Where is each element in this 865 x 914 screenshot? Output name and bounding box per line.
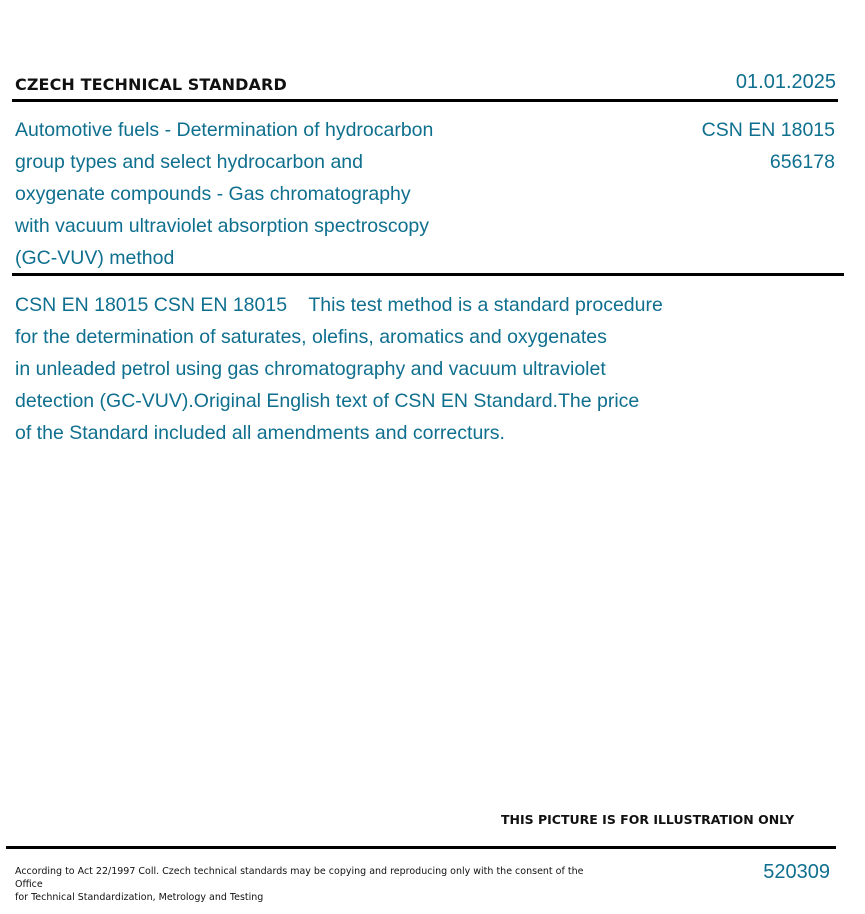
header-rule — [12, 99, 838, 102]
description-line: of the Standard included all amendments and correcturs. — [15, 422, 505, 444]
publication-date: 01.01.2025 — [735, 71, 836, 93]
description-line: in unleaded petrol using gas chromatography and vacuum ultraviolet — [15, 358, 606, 380]
legal-notice — [15, 865, 595, 904]
title-line: oxygenate compounds - Gas chromatography — [15, 183, 411, 205]
description-line: CSN EN 18015 CSN EN 18015 This test method is a standard procedure — [15, 294, 663, 316]
title-rule — [12, 273, 844, 276]
standard-title — [15, 114, 515, 274]
standard-codes — [702, 114, 835, 178]
class-number: 656178 — [769, 151, 835, 173]
title-line: (GC-VUV) method — [15, 247, 175, 269]
title-line: Automotive fuels - Determination of hydrocarbon — [15, 119, 434, 141]
catalog-number: 520309 — [763, 861, 830, 883]
description — [15, 289, 745, 449]
legal-line: According to Act 22/1997 Coll. Czech technical standards may be copying and reproducing only with the consent of the Office — [15, 866, 584, 890]
description-line: detection (GC-VUV).Original English text of CSN EN Standard.The price — [15, 390, 640, 412]
legal-line: for Technical Standardization, Metrology and Testing — [15, 892, 264, 903]
illustration-note: THIS PICTURE IS FOR ILLUSTRATION ONLY — [501, 812, 795, 827]
description-line: for the determination of saturates, olefins, aromatics and oxygenates — [15, 326, 607, 348]
title-line: group types and select hydrocarbon and — [15, 151, 363, 173]
title-line: with vacuum ultraviolet absorption spectroscopy — [15, 215, 430, 237]
footer-rule — [6, 846, 836, 849]
standard-label: CZECH TECHNICAL STANDARD — [15, 75, 287, 94]
standard-designation: CSN EN 18015 — [701, 119, 835, 141]
